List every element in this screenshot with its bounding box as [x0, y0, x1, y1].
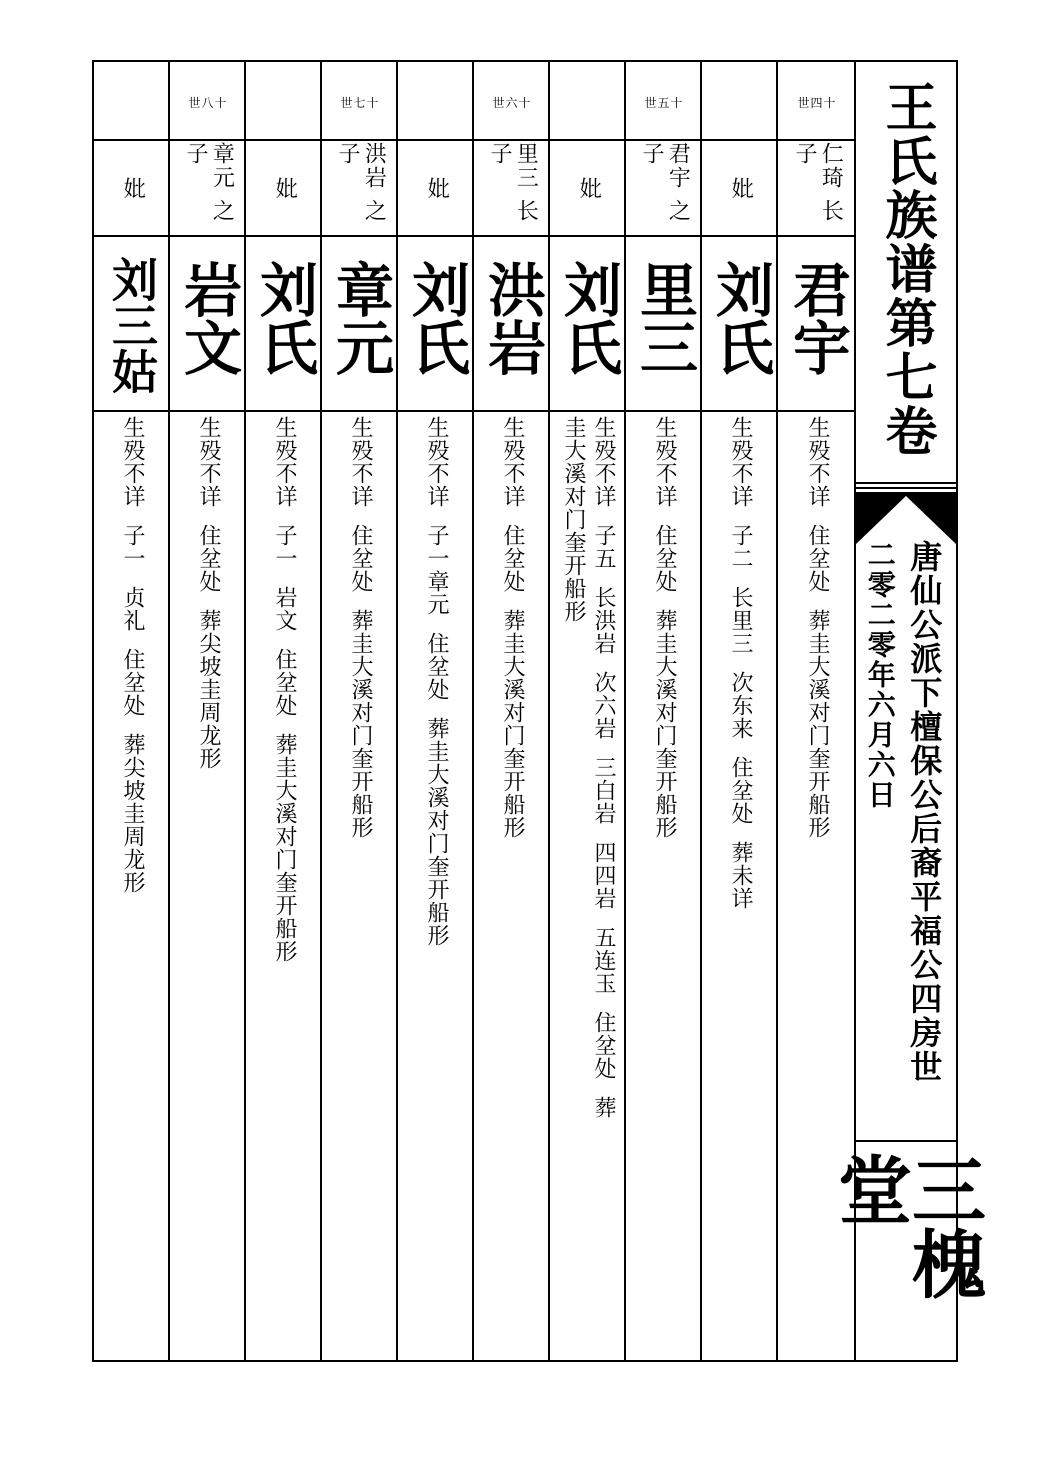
book-title-block	[856, 62, 956, 482]
biography-text-text: 生殁不详 子一 贞礼 住坌处 葬尖坡圭周龙形	[120, 416, 145, 894]
biography-text	[475, 416, 549, 1356]
biography-text	[95, 416, 169, 1356]
person-name-text: 君宇	[783, 260, 851, 376]
biography-text	[247, 416, 321, 1356]
person-name	[551, 238, 625, 410]
generation-label	[551, 64, 625, 140]
biography-text-text: 生殁不详 住坌处 葬圭大溪对门奎开船形	[652, 416, 677, 839]
person-name-text: 刘氏	[706, 260, 774, 376]
generation-label: 世七十	[340, 95, 380, 110]
biography-text-text: 生殁不详 住坌处 葬圭大溪对门奎开船形	[805, 416, 830, 839]
biography-text-text: 生殁不详 子五 长洪岩 次六岩 三白岩 四四岩 五连玉 住坌处 葬 圭大溪对门奎开船形	[561, 416, 616, 1119]
relation-cell-text: 妣	[728, 177, 754, 201]
relation-cell	[475, 142, 549, 236]
person-name	[171, 238, 245, 410]
person-name	[703, 238, 777, 410]
person-name-text: 章元	[326, 260, 394, 376]
biography-text	[627, 416, 701, 1356]
generation-label: 世五十	[644, 95, 684, 110]
biography-text	[323, 416, 397, 1356]
relation-cell	[171, 142, 245, 236]
person-name	[323, 238, 397, 410]
person-name	[627, 238, 701, 410]
relation-cell	[247, 142, 321, 236]
person-name-text: 刘氏	[250, 260, 318, 376]
generation-label: 世六十	[492, 95, 532, 110]
person-name-text: 洪岩	[478, 260, 546, 376]
generation-label	[95, 64, 169, 140]
biography-text-text: 生殁不详 住坌处 葬圭大溪对门奎开船形	[348, 416, 373, 839]
date-line: 二零二零年六月六日	[863, 540, 897, 810]
biography-text	[703, 416, 777, 1356]
title-divider	[856, 482, 956, 484]
branch-block	[856, 490, 956, 1140]
person-name	[475, 238, 549, 410]
person-name-text: 刘氏	[554, 260, 622, 376]
relation-cell-text: 妣	[120, 177, 146, 201]
person-name-text: 刘三姑	[105, 256, 159, 394]
relation-cell	[780, 142, 854, 236]
biography-text-text: 生殁不详 子二 长里三 次东来 住坌处 葬未详	[728, 416, 753, 910]
hall-name: 三槐堂	[826, 1152, 986, 1300]
biography-text-text: 生殁不详 子一 岩文 住坌处 葬圭大溪对门奎开船形	[272, 416, 297, 963]
person-name	[247, 238, 321, 410]
generation-label	[247, 64, 321, 140]
branch-title: 唐仙公派下檀保公后裔平福公四房世	[905, 540, 944, 1084]
relation-cell-text: 妣	[576, 177, 602, 201]
relation-cell-text: 妣	[272, 177, 298, 201]
biography-text	[171, 416, 245, 1356]
title-divider	[856, 487, 956, 489]
biography-text	[399, 416, 473, 1356]
relation-cell-text: 君宇 之子	[639, 142, 691, 223]
relation-cell	[627, 142, 701, 236]
relation-cell	[323, 142, 397, 236]
person-name-text: 刘氏	[402, 260, 470, 376]
person-name	[399, 238, 473, 410]
hall-block	[826, 1144, 986, 1360]
relation-cell	[703, 142, 777, 236]
relation-cell	[399, 142, 473, 236]
generation-label	[703, 64, 777, 140]
person-name-text: 岩文	[174, 260, 242, 376]
row-divider	[94, 410, 854, 412]
biography-text-text: 生殁不详 住坌处 葬圭大溪对门奎开船形	[500, 416, 525, 839]
person-name-text: 里三	[630, 260, 698, 376]
person-name	[780, 238, 854, 410]
book-title: 王氏族谱第七卷	[876, 80, 937, 458]
relation-cell-text: 妣	[424, 177, 450, 201]
relation-cell	[551, 142, 625, 236]
relation-cell	[95, 142, 169, 236]
relation-cell-text: 洪岩 之子	[335, 142, 387, 223]
relation-cell-text: 里三 长子	[487, 142, 539, 223]
relation-cell-text: 章元 之子	[183, 142, 235, 223]
generation-label: 世八十	[188, 95, 228, 110]
generation-label: 世四十	[797, 95, 837, 110]
person-name	[95, 238, 169, 410]
biography-text	[551, 416, 625, 1356]
title-divider	[856, 1140, 956, 1142]
title-column	[826, 62, 986, 1360]
relation-cell-text: 仁琦 长子	[792, 142, 844, 223]
biography-text-text: 生殁不详 子一章元 住坌处 葬圭大溪对门奎开船形	[424, 416, 449, 947]
generation-label	[399, 64, 473, 140]
biography-text-text: 生殁不详 住坌处 葬尖坡圭周龙形	[196, 416, 221, 770]
